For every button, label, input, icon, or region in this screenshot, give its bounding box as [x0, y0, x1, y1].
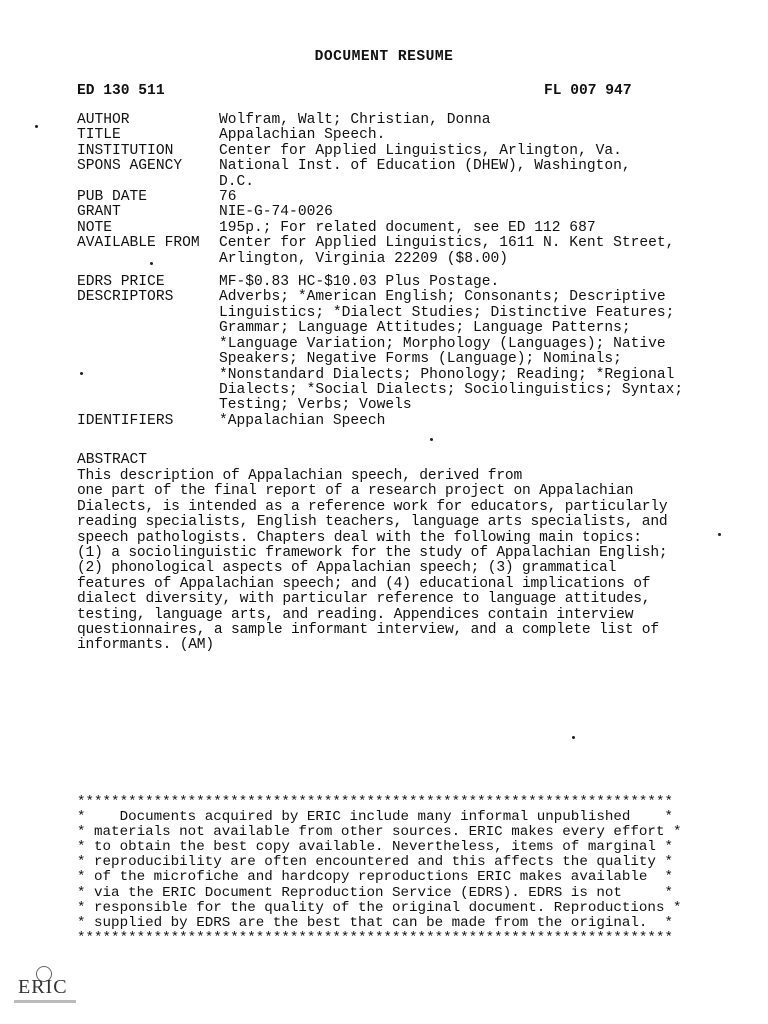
field-label: NOTE: [77, 219, 113, 236]
field-author: [77, 113, 717, 128]
field-value: Appalachian Speech.: [219, 127, 386, 144]
field-value: Adverbs; *American English; Consonants; Descriptive Linguistics; *Dialect Studies; Distinctive Features; Grammar; Language Attitudes; Language Patterns; *Language Variation; Morphology (Languages); Native Speakers; Negative Forms (Language); Nominals; *Nonstandard Dialects; Phonology; Reading; *Regional Dialects; *Social Dialects; Sociolinguistics; Syntax; Testing; Verbs; Vowels: [219, 289, 684, 414]
field-value: NIE-G-74-0026: [219, 204, 333, 221]
field-value: *Appalachian Speech: [219, 412, 386, 429]
field-descriptors: [77, 290, 717, 413]
field-available-from: [77, 236, 717, 267]
field-identifiers: [77, 414, 717, 429]
field-value: Center for Applied Linguistics, Arlington, Va.: [219, 142, 622, 159]
field-value: Center for Applied Linguistics, 1611 N. Kent Street, Arlington, Virginia 22209 ($8.00): [219, 235, 675, 267]
eric-wordmark: ERIC: [18, 976, 68, 998]
field-label: EDRS PRICE: [77, 274, 165, 291]
field-value: 76: [219, 189, 237, 206]
field-institution: [77, 144, 717, 159]
field-label: PUB DATE: [77, 189, 148, 206]
field-note: [77, 221, 717, 236]
field-label: AUTHOR: [77, 112, 130, 128]
fl-clearinghouse-number: FL 007 947: [544, 83, 632, 99]
field-title: [77, 128, 717, 143]
scan-speck: [150, 262, 153, 265]
field-value: MF-$0.83 HC-$10.03 Plus Postage.: [219, 274, 500, 291]
field-spons-agency: [77, 159, 717, 190]
document-title: DOCUMENT RESUME: [314, 49, 454, 65]
field-value: National Inst. of Education (DHEW), Washington, D.C.: [219, 158, 631, 190]
field-label: SPONS AGENCY: [77, 158, 183, 175]
eric-logo: [14, 966, 70, 1006]
field-label: GRANT: [77, 204, 121, 221]
ed-accession-number: ED 130 511: [77, 83, 165, 99]
eric-disclaimer-box: ********************************************************************** * Documents acquired by ERIC include many informal unpublished * * materials not available from other sources. ERIC makes every effort * * to obtain the best copy available. Nevertheless, items of marginal * * reproducibility are often encountered and this affects the quality * * of the microfiche and hardcopy reproductions ERIC makes available * * via the ERIC Document Reproduction Service (EDRS). EDRS is not * * responsible for the quality of the original document. Reproductions * * supplied by EDRS are the best that can be made from the original. * **********************************************************************: [77, 794, 682, 946]
abstract-text: This description of Appalachian speech, derived from one part of the final report of a research project on Appalachian Dialects, is intended as a reference work for educators, particularly reading specialists, English teachers, language arts specialists, and speech pathologists. Chapters deal with the following main topics: (1) a sociolinguistic framework for the study of Appalachian English; (2) phonological aspects of Appalachian speech; (3) grammatical features of Appalachian speech; and (4) educational implications of dialect diversity, with particular reference to language attitudes, testing, language arts, and reading. Appendices contain interview questionnaires, a sample informant interview, and a complete list of informants. (AM): [77, 468, 668, 654]
scan-speck: [430, 438, 433, 441]
field-value: 195p.; For related document, see ED 112 687: [219, 219, 596, 236]
field-label: DESCRIPTORS: [77, 289, 174, 306]
field-grant: [77, 205, 717, 220]
field-label: INSTITUTION: [77, 142, 174, 159]
field-label: AVAILABLE FROM: [77, 235, 200, 252]
field-value: Wolfram, Walt; Christian, Donna: [219, 112, 491, 128]
scan-speck: [572, 736, 575, 739]
bibliographic-fields: [77, 113, 717, 429]
scan-speck: [80, 372, 83, 375]
scan-speck: [718, 533, 721, 536]
eric-tagline-bar: [14, 1000, 76, 1003]
field-label: TITLE: [77, 127, 121, 144]
abstract-label: ABSTRACT: [77, 452, 148, 468]
scan-speck: [35, 125, 38, 128]
field-edrs-price: [77, 275, 717, 290]
field-pub-date: [77, 190, 717, 205]
field-label: IDENTIFIERS: [77, 412, 174, 429]
